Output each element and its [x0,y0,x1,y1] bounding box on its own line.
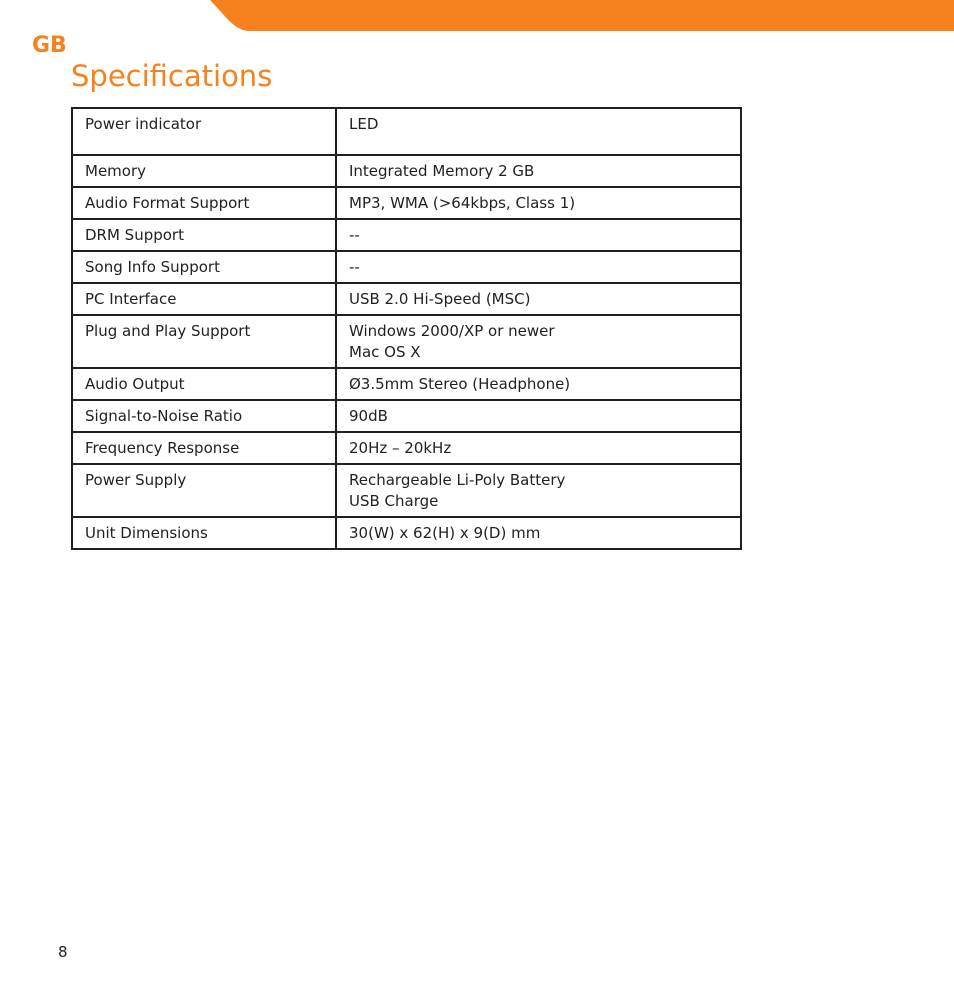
table-row [72,155,741,187]
spec-label: Audio Format Support [72,187,336,219]
spec-label: Signal-to-Noise Ratio [72,400,336,432]
spec-value: -- [336,219,741,251]
spec-value-line: Rechargeable Li-Poly Battery [349,471,566,489]
table-row [72,368,741,400]
spec-label: Power indicator [72,108,336,155]
spec-value-line: Mac OS X [349,343,421,361]
spec-value: 90dB [336,400,741,432]
spec-value-line: Windows 2000/XP or newer [349,322,555,340]
spec-label: DRM Support [72,219,336,251]
spec-value: 20Hz – 20kHz [336,432,741,464]
spec-label: PC Interface [72,283,336,315]
table-row [72,251,741,283]
page-title: Specifications [71,59,273,93]
spec-label: Plug and Play Support [72,315,336,368]
table-row [72,108,741,155]
spec-value: MP3, WMA (>64kbps, Class 1) [336,187,741,219]
spec-label: Power Supply [72,464,336,517]
page-number: 8 [58,943,68,961]
table-row [72,517,741,549]
orange-header-band [0,0,954,31]
table-row [72,400,741,432]
table-row [72,283,741,315]
spec-value: 30(W) x 62(H) x 9(D) mm [336,517,741,549]
spec-value: -- [336,251,741,283]
spec-label: Frequency Response [72,432,336,464]
spec-label: Song Info Support [72,251,336,283]
spec-value: Integrated Memory 2 GB [336,155,741,187]
language-code: GB [32,33,67,58]
table-row [72,432,741,464]
specifications-table [71,107,742,550]
table-row [72,219,741,251]
spec-value [336,464,741,517]
spec-value: LED [336,108,741,155]
table-row [72,187,741,219]
spec-label: Unit Dimensions [72,517,336,549]
table-row [72,464,741,517]
spec-label: Memory [72,155,336,187]
spec-value-line: USB Charge [349,492,439,510]
table-row [72,315,741,368]
spec-value: USB 2.0 Hi-Speed (MSC) [336,283,741,315]
spec-value [336,315,741,368]
spec-value: Ø3.5mm Stereo (Headphone) [336,368,741,400]
spec-label: Audio Output [72,368,336,400]
